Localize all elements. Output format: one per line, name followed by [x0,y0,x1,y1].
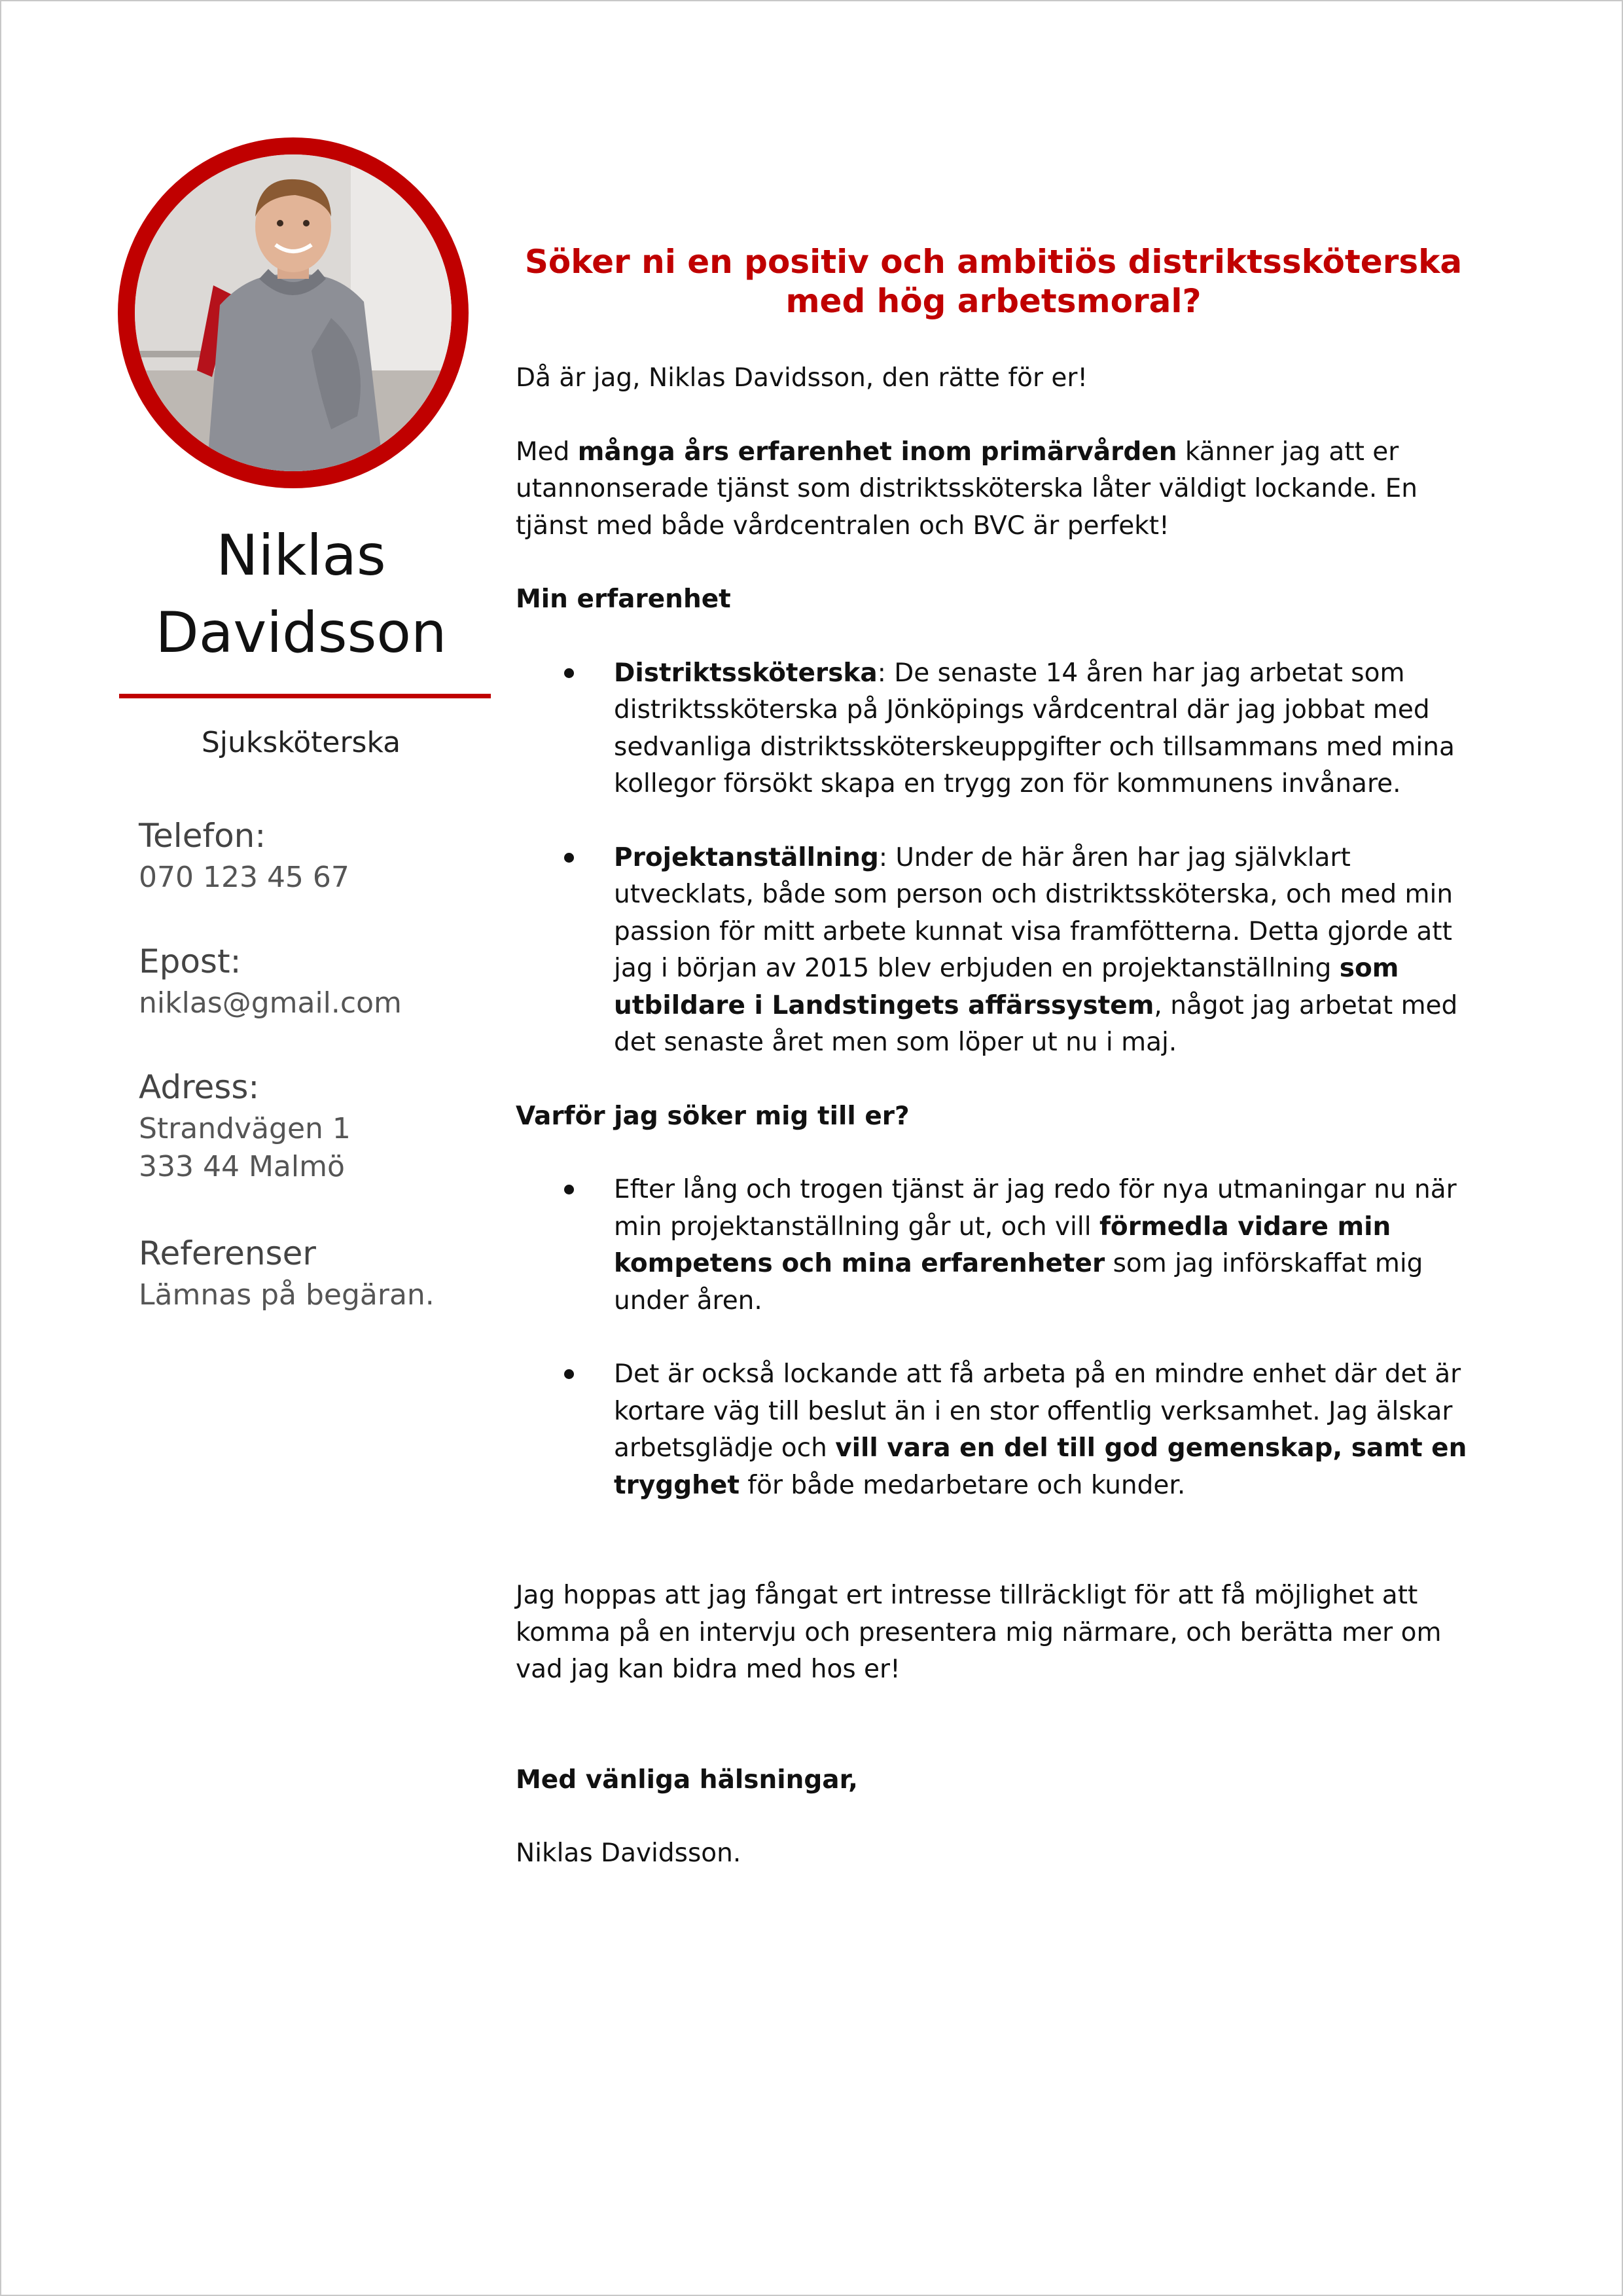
cover-letter [516,242,1471,1909]
contact-address [139,1064,479,1186]
section-title-experience: Min erfarenhet [516,584,731,614]
text-span: : Under de här åren har jag självklart utvecklats, både som person och distriktssköterska, och med min passion för mitt arbete kunnat visa framfötterna. Detta gjorde att jag i början av 2015 blev erbjuden en projektanställning [614,842,1454,983]
contact-label: Referenser [139,1234,316,1272]
candidate-name [118,517,484,672]
name-first: Niklas [216,523,386,588]
signoff [516,1762,1471,1799]
profile-photo-illustration [135,154,452,471]
text-span: Med [516,437,578,467]
signature: Niklas Davidsson. [516,1839,741,1868]
contact-value: Lämnas på begäran. [139,1278,435,1312]
bold-span: vill vara en del till god gemenskap, samt en trygghet [614,1433,1467,1500]
intro-paragraph: Då är jag, Niklas Davidsson, den rätte för er! [516,363,1088,393]
signoff-text: Med vänliga hälsningar, [516,1765,858,1795]
bold-span: många års erfarenhet inom primärvården [577,437,1177,467]
contact-label: Adress: [139,1068,260,1106]
bold-span: förmedla vidare min kompetens och mina erfarenheter [614,1211,1391,1278]
experience-summary-paragraph [516,434,1471,545]
contact-references [139,1230,479,1314]
spacer [516,1541,1471,1577]
contact-value: Strandvägen 1 [139,1112,351,1145]
contact-value: niklas@gmail.com [139,986,402,1020]
text-span: Det är också lockande att få arbeta på en mindre enhet där det är kortare väg till beslut än i en stor offentlig verksamhet. Jag älskar arbetsglädje och [614,1359,1461,1463]
list-item [614,1172,1471,1319]
text-span: , något jag arbetat med det senaste året men som löper ut nu i maj. [614,990,1458,1057]
candidate-role: Sjuksköterska [201,726,401,759]
list-item [614,655,1471,803]
text-span: som jag införskaffat mig under åren. [614,1249,1423,1316]
bold-span: Distriktssköterska [614,658,878,688]
experience-list [516,655,1471,1062]
contact-value: 070 123 45 67 [139,861,349,894]
text-span: känner jag att er utannonserade tjänst som distriktssköterska låter väldigt lockande. En tjänst med både vårdcentralen och BVC är perfekt! [516,437,1418,541]
list-item [614,1356,1471,1504]
profile-photo [135,154,452,471]
headline-line1: Söker ni en positiv och ambitiös distriktssköterska [524,243,1463,281]
name-last: Davidsson [155,600,447,666]
contact-label: Epost: [139,942,241,980]
contact-value-line2: 333 44 Malmö [139,1150,345,1183]
text-span: Efter lång och trogen tjänst är jag redo för nya utmaningar nu när min projektanställning går ut, och vill [614,1175,1457,1242]
section-title-why: Varför jag söker mig till er? [516,1101,910,1131]
bullet-icon [564,668,574,678]
headline-line2: med hög arbetsmoral? [785,282,1202,320]
bullet-icon [564,1369,574,1379]
bullet-icon [564,1185,574,1194]
profile-photo-ring [118,137,469,488]
contact-label: Telefon: [139,817,266,855]
name-divider [119,694,491,698]
text-span: : De senaste 14 åren har jag arbetat som distriktssköterska på Jönköpings vårdcentral där jag jobbat med sedvanliga distriktssköterskeuppgifter och tillsammans med mina kollegor försökt skapa en trygg zon för kommunens invånare. [614,658,1455,798]
why-list [516,1172,1471,1504]
text-span: för både medarbetare och kunder. [740,1470,1186,1500]
letter-headline [516,242,1471,321]
spacer [516,1725,1471,1762]
closing-paragraph: Jag hoppas att jag fångat ert intresse tillräckligt för att få möjlighet att komma på en intervju och presentera mig närmare, och berätta mer om vad jag kan bidra med hos er! [516,1581,1442,1684]
contact-email [139,939,479,1022]
list-item [614,840,1471,1062]
bold-span: Projektanställning [614,842,879,872]
bullet-icon [564,853,574,863]
bold-span: som utbildare i Landstingets affärssystem [614,954,1399,1020]
contact-phone [139,813,479,897]
